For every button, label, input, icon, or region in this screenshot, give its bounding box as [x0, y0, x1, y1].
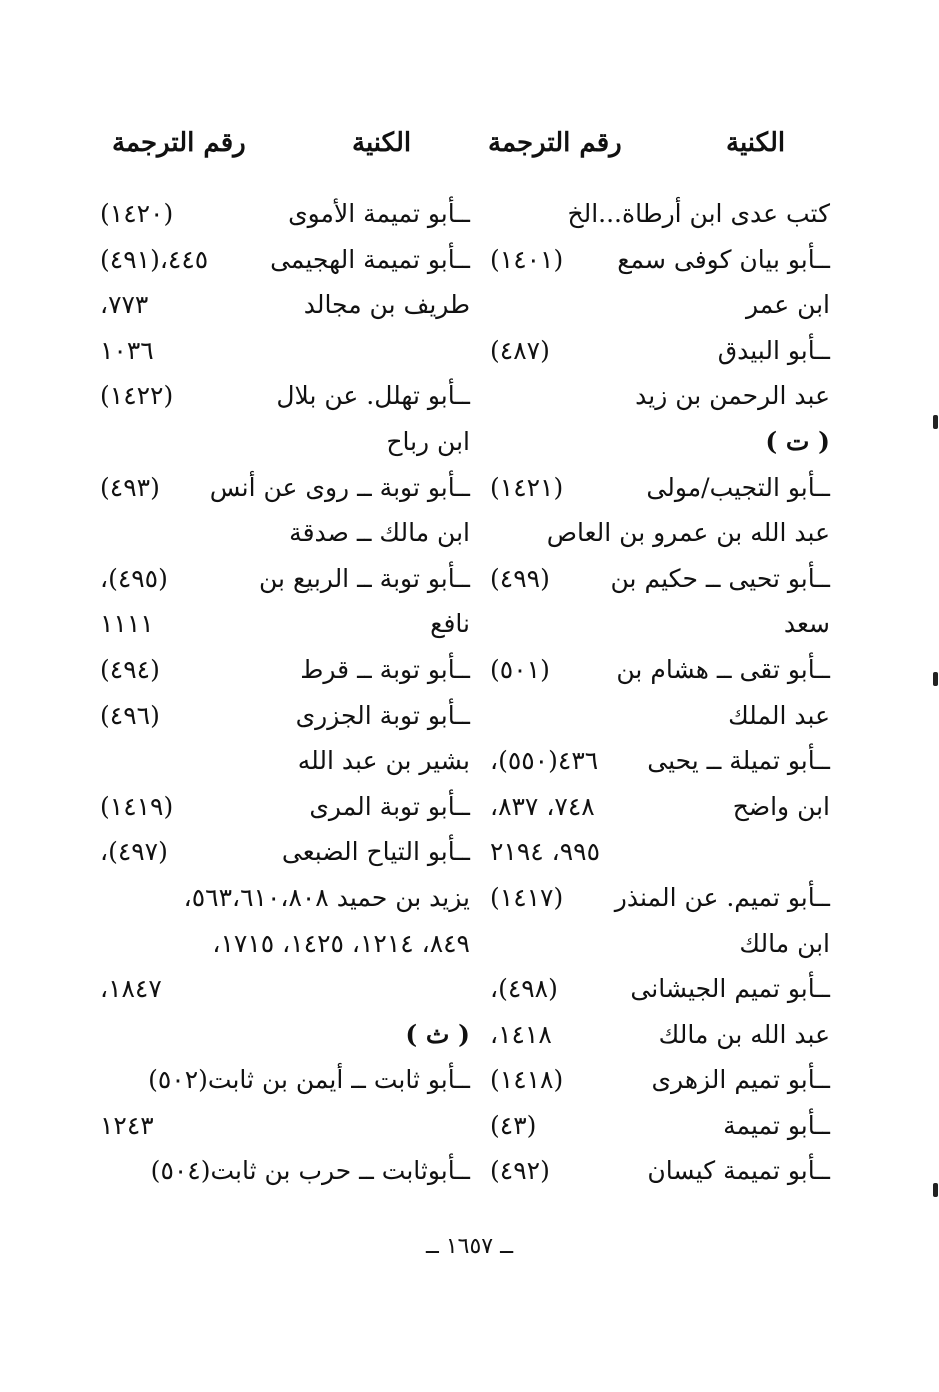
entry-kunya: ــأبوثابت ــ حرب بن ثابت(٥٠٤): [150, 1156, 470, 1186]
entry-kunya: ــأبو التياح الضبعى: [281, 837, 470, 867]
index-entry: [490, 510, 830, 556]
index-entry: [100, 282, 470, 328]
entry-kunya: ــأبو تميمة: [723, 1110, 830, 1140]
entry-number: ٤٣٦(٥٥٠)،: [490, 746, 599, 776]
header-left-name: الكنية: [352, 128, 412, 158]
entry-kunya: ابن رباح: [386, 426, 470, 456]
index-entry: [490, 693, 830, 739]
index-entry: [490, 419, 830, 465]
entry-kunya: ــأبو البيدق: [717, 335, 830, 365]
index-entry: [100, 191, 470, 237]
entry-number: (٥٠١): [490, 654, 550, 684]
entry-kunya: عبد الله بن مالك: [658, 1019, 830, 1049]
index-entry: [490, 647, 830, 693]
entry-kunya: ــأبو تميمة الهجيمى: [270, 244, 470, 274]
index-entry: [100, 784, 470, 830]
index-entry: [100, 237, 470, 283]
index-entry: [490, 556, 830, 602]
index-entry: [490, 966, 830, 1012]
index-entry: [490, 237, 830, 283]
index-entry: [100, 419, 470, 465]
entry-kunya: ــأبو توبة ــ روى عن أنس: [209, 472, 470, 502]
entry-kunya: كتب عدى ابن أرطاة...الخ: [567, 199, 830, 228]
scan-edge-mark: [933, 672, 938, 686]
entry-kunya: ــأبو توبة ــ الربيع بن: [259, 563, 470, 593]
entry-kunya: ابن واضح: [732, 791, 830, 821]
index-entry: [490, 784, 830, 830]
entry-kunya: ( ت ): [765, 426, 830, 456]
entry-kunya: ــأبو توبة المرى: [309, 791, 470, 821]
header-right-name: الكنية: [726, 128, 786, 158]
entry-number: (١٤١٨): [490, 1065, 564, 1095]
entry-number: (٤٩٣): [100, 472, 160, 502]
entry-kunya: ــأبو تميمة الأموى: [288, 199, 470, 228]
entry-number: (٤٣): [490, 1110, 537, 1140]
entry-kunya: ٨٤٩، ١٢١٤، ١٤٢٥، ١٧١٥،: [212, 928, 470, 958]
left-column: [100, 191, 470, 1194]
index-entry: [490, 601, 830, 647]
entry-kunya: ــأبو تهلل. عن بلال: [276, 381, 470, 411]
index-entry: [490, 1148, 830, 1194]
index-entry: [100, 966, 470, 1012]
index-entry: [490, 829, 830, 875]
entry-kunya: يزيد بن حميد ٥٦٣،٦١٠،٨٠٨،: [183, 882, 470, 912]
index-entry: [100, 829, 470, 875]
index-entry: [490, 1103, 830, 1149]
entry-kunya: ــأبو تميم. عن المنذر: [614, 882, 830, 912]
index-entry: [490, 465, 830, 511]
entry-kunya: سعد: [783, 609, 830, 639]
right-column: [490, 191, 830, 1194]
entry-number: ١١١١: [100, 609, 154, 639]
entry-kunya: ــأبو بيان كوفى سمع: [617, 244, 830, 274]
index-entry: [100, 556, 470, 602]
entry-number: ١٤١٨،: [490, 1019, 552, 1049]
index-entry: [490, 875, 830, 921]
entry-kunya: ــأبو تميلة ــ يحيى: [647, 746, 830, 776]
header-left-number: رقم الترجمة: [112, 128, 246, 158]
header-right-number: رقم الترجمة: [488, 128, 622, 158]
index-entry: [100, 1148, 470, 1194]
entry-number: (٤٩٦): [100, 700, 160, 730]
index-entry: [100, 647, 470, 693]
entry-number: (٤٩٩): [490, 563, 550, 593]
entry-kunya: ــأبو ثابت ــ أيمن بن ثابت(٥٠٢): [148, 1065, 470, 1095]
entry-number: ٧٧٣،: [100, 290, 149, 320]
index-entry: [100, 328, 470, 374]
entry-kunya: ــأبو تحيى ــ حكيم بن: [610, 563, 830, 593]
entry-number: (١٤٠١): [490, 244, 564, 274]
scan-edge-mark: [933, 1183, 938, 1197]
index-entry: [490, 373, 830, 419]
index-entry: [490, 1057, 830, 1103]
entry-number: ٧٤٨، ٨٣٧،: [490, 791, 595, 821]
index-entry: [100, 921, 470, 967]
entry-number: (٤٩٤): [100, 654, 160, 684]
index-entry: [100, 373, 470, 419]
entry-kunya: عبد الله بن عمرو بن العاص: [546, 518, 830, 548]
index-entry: [100, 693, 470, 739]
index-entry: [490, 191, 830, 237]
entry-number: (١٤٢٢): [100, 381, 174, 411]
entry-kunya: ( ث ): [405, 1019, 470, 1049]
index-entry: [490, 282, 830, 328]
entry-number: (١٤١٧): [490, 882, 564, 912]
page-number: ــ ١٦٥٧ ــ: [425, 1234, 514, 1259]
entry-kunya: ــأبو التجيب/مولى: [646, 472, 830, 502]
entry-kunya: ــأبو تقى ــ هشام بن: [616, 654, 830, 684]
index-entry: [490, 921, 830, 967]
entry-kunya: ابن مالك ــ صدقة: [289, 518, 470, 548]
entry-kunya: ابن عمر: [745, 290, 830, 320]
index-entry: [100, 510, 470, 556]
index-entry: [100, 738, 470, 784]
entry-number: (٤٩٧)،: [100, 837, 168, 867]
entry-number: (١٤١٩): [100, 791, 174, 821]
entry-kunya: ــأبو توبة الجزرى: [295, 700, 470, 730]
index-entry: [490, 738, 830, 784]
scan-edge-mark: [933, 415, 938, 429]
entry-number: (١٤٢٠): [100, 199, 174, 228]
entry-number: (٤٩٢): [490, 1156, 550, 1186]
entry-kunya: عبد الملك: [728, 700, 830, 730]
entry-kunya: ابن مالك: [739, 928, 830, 958]
entry-number: ٤٤٥،(٤٩١): [100, 244, 209, 274]
entry-number: ١٠٣٦: [100, 335, 154, 365]
entry-number: ١٢٤٣: [100, 1110, 154, 1140]
entry-kunya: طريف بن مجالد: [303, 290, 470, 320]
index-entry: [100, 875, 470, 921]
entry-kunya: ــأبو تميم الزهرى: [651, 1065, 830, 1095]
entry-number: ١٨٤٧،: [100, 974, 162, 1004]
entry-number: (١٤٢١): [490, 472, 564, 502]
entry-kunya: ــأبو تميم الجيشانى: [630, 974, 830, 1004]
index-entry: [100, 1057, 470, 1103]
index-entry: [490, 328, 830, 374]
entry-number: ٩٩٥، ٢١٩٤: [490, 837, 601, 867]
entry-number: (٤٨٧): [490, 335, 550, 365]
entry-kunya: ــأبو توبة ــ قرط: [300, 654, 470, 684]
entry-number: (٤٩٨)،: [490, 974, 558, 1004]
index-entry: [100, 601, 470, 647]
entry-number: (٤٩٥)،: [100, 563, 168, 593]
entry-kunya: ــأبو تميمة كيسان: [647, 1156, 830, 1186]
entry-kunya: بشير بن عبد الله: [297, 746, 470, 776]
index-entry: [100, 1012, 470, 1058]
entry-kunya: نافع: [430, 609, 470, 639]
entry-kunya: عبد الرحمن بن زيد: [635, 381, 830, 411]
index-entry: [100, 465, 470, 511]
index-entry: [490, 1012, 830, 1058]
index-entry: [100, 1103, 470, 1149]
